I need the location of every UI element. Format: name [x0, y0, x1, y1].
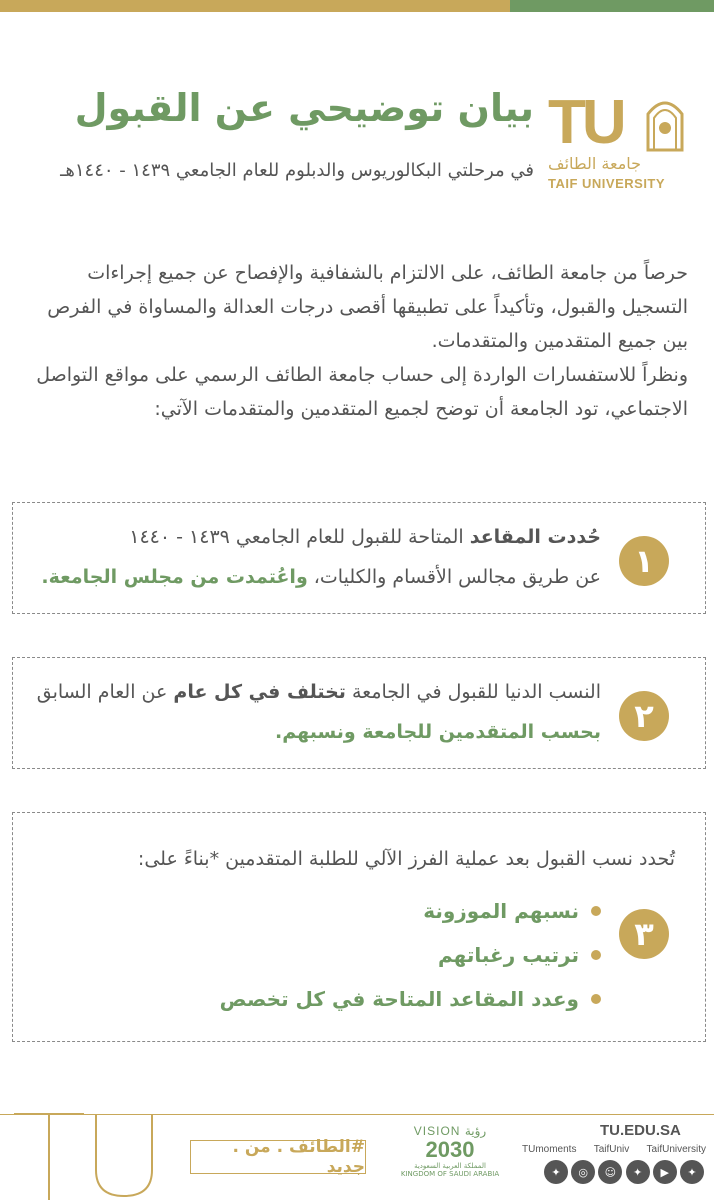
- social-handle: TaifUniv: [593, 1144, 630, 1155]
- social-handle: TaifUniversity: [646, 1144, 706, 1155]
- item-2-green: بحسب المتقدمين للجامعة ونسبهم.: [275, 721, 601, 743]
- youtube-icon[interactable]: ▶: [653, 1160, 677, 1184]
- item-text-2: [33, 672, 601, 752]
- intro-text: [28, 256, 688, 426]
- item-number-1: ١: [619, 536, 669, 586]
- page-subtitle: في مرحلتي البكالوريوس والدبلوم للعام الجامعي ١٤٣٩ - ١٤٤٠هـ: [60, 160, 534, 181]
- item-1-line-1: [33, 517, 601, 557]
- vision-label: VISION رؤية: [413, 1124, 487, 1138]
- item-3-intro: تُحدد نسب القبول بعد عملية الفرز الآلي للطلبة المتقدمين *بناءً على:: [137, 848, 675, 870]
- page-title: بيان توضيحي عن القبول: [74, 86, 534, 130]
- item-1-bold: حُددت المقاعد: [469, 526, 601, 548]
- mosque-icon: [644, 92, 686, 152]
- footer-tu-outline-logo: [14, 1110, 164, 1200]
- university-logo: [548, 88, 688, 192]
- item-2-plain-b: عن العام السابق: [36, 681, 174, 703]
- item-1-green: واعُتمدت من مجلس الجامعة.: [41, 566, 308, 588]
- vision-number: 2030: [425, 1137, 475, 1162]
- bullet-item: وعدد المقاعد المتاحة في كل تخصص: [33, 977, 601, 1021]
- bullet-item: ترتيب رغباتهم: [33, 933, 601, 977]
- logo-arabic: جامعة الطائف: [548, 154, 642, 173]
- vision-en: KINGDOM OF SAUDI ARABIA: [400, 1170, 500, 1178]
- bullet-item: نسبهم الموزونة: [33, 889, 601, 933]
- item-1-rest: المتاحة للقبول للعام الجامعي ١٤٣٩ - ١٤٤٠: [129, 526, 470, 548]
- website-url[interactable]: TU.EDU.SA: [600, 1122, 681, 1139]
- top-bar-green: [510, 0, 714, 12]
- item-3-bullets-wrap: [33, 889, 601, 1021]
- item-1-plain: عن طريق مجالس الأقسام والكليات،: [307, 566, 601, 588]
- intro-paragraph-1: حرصاً من جامعة الطائف، على الالتزام بالشفافية والإفصاح عن جميع إجراءات التسجيل والقبول، وتأكيداً على تطبيقها أقصى درجات العدالة والمساواة في الفرص بين جميع المتقدمين والمتقدمات.: [47, 262, 688, 352]
- logo-letters: TU: [548, 88, 623, 157]
- item-text-1: [33, 517, 601, 597]
- vision-2030-logo: [400, 1124, 500, 1188]
- social-handles: [522, 1144, 706, 1155]
- item-number-2: ٢: [619, 691, 669, 741]
- social-icons: [544, 1160, 704, 1184]
- item-3-bullet-list: [33, 889, 601, 1021]
- intro-paragraph-2: ونظراً للاستفسارات الواردة إلى حساب جامعة الطائف الرسمي على مواقع التواصل الاجتماعي، تود الجامعة أن توضح لجميع المتقدمين والمتقدمات الآتي:: [36, 364, 688, 420]
- snapchat-icon[interactable]: ☺: [598, 1160, 622, 1184]
- twitter-icon[interactable]: ✦: [626, 1160, 650, 1184]
- item-2-bold: تختلف في كل عام: [173, 681, 346, 703]
- instagram-icon[interactable]: ◎: [571, 1160, 595, 1184]
- top-bar-gold: [0, 0, 510, 12]
- twitter-icon[interactable]: ✦: [680, 1160, 704, 1184]
- item-2-line-1: [33, 672, 601, 712]
- item-text-3: [33, 839, 675, 879]
- vision-ar: المملكة العربية السعودية: [414, 1162, 486, 1170]
- twitter-icon[interactable]: ✦: [544, 1160, 568, 1184]
- item-1-line-2: [33, 557, 601, 597]
- social-handle: TUmoments: [522, 1144, 577, 1155]
- item-box-1: [12, 502, 706, 614]
- item-box-3: [12, 812, 706, 1042]
- item-box-2: [12, 657, 706, 769]
- item-2-plain-a: النسب الدنيا للقبول في الجامعة: [345, 681, 601, 703]
- item-number-3: ٣: [619, 909, 669, 959]
- item-2-line-2: [33, 712, 601, 752]
- logo-english: TAIF UNIVERSITY: [548, 176, 666, 191]
- hashtag-badge: #الطائف . من . جديد: [190, 1140, 366, 1174]
